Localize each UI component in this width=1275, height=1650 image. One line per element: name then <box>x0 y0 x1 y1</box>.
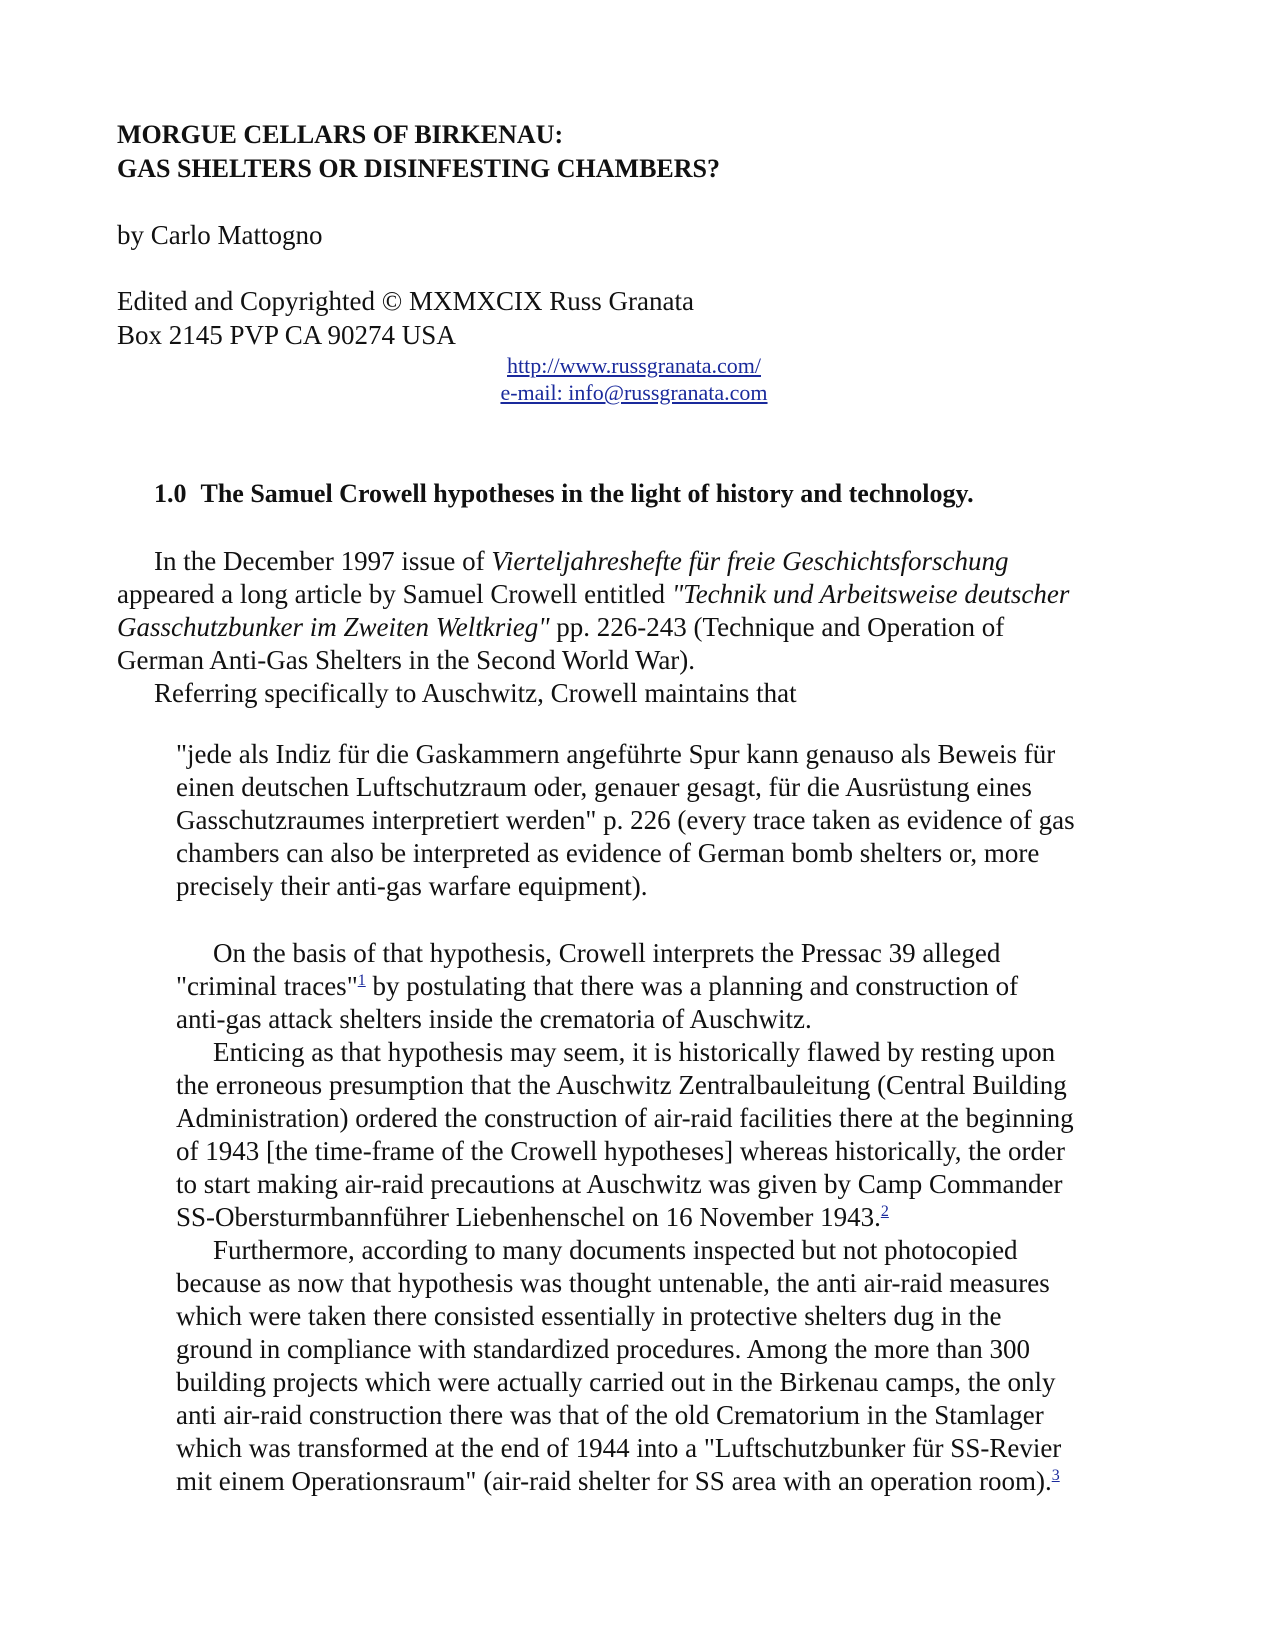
text-line: Furthermore, according to many documents inspected but not photocopied <box>213 1235 1018 1265</box>
quote-line: Gasschutzraumes interpretiert werden" p. 226 (every trace taken as evidence of gas <box>176 805 1075 835</box>
text-line: which were taken there consisted essentially in protective shelters dug in the <box>176 1301 1002 1331</box>
footnote-ref-3 <box>1052 1467 1060 1484</box>
text-line: because as now that hypothesis was thought untenable, the anti air-raid measures <box>176 1268 1050 1298</box>
text-run: "criminal traces" <box>176 971 358 1001</box>
text-line: anti-gas attack shelters inside the crematoria of Auschwitz. <box>176 1004 812 1034</box>
journal-title: Vierteljahreshefte für freie Geschichtsforschung <box>491 546 1009 576</box>
title-line-1: MORGUE CELLARS OF BIRKENAU: <box>117 120 564 149</box>
paragraph-intro <box>117 545 1069 710</box>
text-line <box>117 578 1069 611</box>
email-link[interactable]: e-mail: info@russgranata.com <box>500 380 768 405</box>
footnote-ref-2 <box>881 1203 889 1220</box>
text-line: which was transformed at the end of 1944 into a "Luftschutzbunker für SS-Revier <box>176 1433 1062 1463</box>
text-line: Administration) ordered the construction of air-raid facilities there at the beginning <box>176 1103 1074 1133</box>
author-byline: by Carlo Mattogno <box>117 220 323 250</box>
text-line <box>176 970 1074 1003</box>
text-line: Enticing as that hypothesis may seem, it is historically flawed by resting upon <box>213 1037 1056 1067</box>
footnote-link-1[interactable]: 1 <box>357 972 366 989</box>
text-line: anti air-raid construction there was that of the old Crematorium in the Stamlager <box>176 1400 1044 1430</box>
website-link[interactable]: http://www.russgranata.com/ <box>507 353 761 378</box>
footnote-link-2[interactable]: 2 <box>880 1203 889 1220</box>
footnote-link-3[interactable]: 3 <box>1051 1467 1060 1484</box>
text-line <box>176 1201 1074 1234</box>
text-line: ground in compliance with standardized procedures. Among the more than 300 <box>176 1334 1031 1364</box>
copyright-notice <box>117 284 694 352</box>
text-line: the erroneous presumption that the Auschwitz Zentralbauleitung (Central Building <box>176 1070 1067 1100</box>
text-run: appeared a long article by Samuel Crowell entitled <box>117 579 672 609</box>
section-heading-text: The Samuel Crowell hypotheses in the light of history and technology. <box>200 479 974 508</box>
footnote-ref-1 <box>358 972 366 989</box>
text-run: pp. 226-243 (Technique and Operation of <box>549 612 1005 642</box>
quote-line: einen deutschen Luftschutzraum oder, genauer gesagt, für die Ausrüstung eines <box>176 772 1032 802</box>
paragraph-analysis <box>176 937 1074 1498</box>
section-heading <box>154 477 974 511</box>
text-line: of 1943 [the time-frame of the Crowell hypotheses] whereas historically, the order <box>176 1136 1065 1166</box>
text-line: Referring specifically to Auschwitz, Crowell maintains that <box>154 678 797 708</box>
section-number: 1.0 <box>154 479 187 508</box>
text-line: On the basis of that hypothesis, Crowell interprets the Pressac 39 alleged <box>213 938 1001 968</box>
text-line <box>176 1465 1074 1498</box>
contact-links <box>380 352 888 406</box>
document-title <box>117 118 720 186</box>
text-line: to start making air-raid precautions at Auschwitz was given by Camp Commander <box>176 1169 1063 1199</box>
text-line <box>117 545 1069 578</box>
text-line: German Anti-Gas Shelters in the Second World War). <box>117 645 696 675</box>
text-run: mit einem Operationsraum" (air-raid shelter for SS area with an operation room). <box>176 1466 1052 1496</box>
text-run: SS-Obersturmbannführer Liebenhenschel on 16 November 1943. <box>176 1202 881 1232</box>
quote-line: chambers can also be interpreted as evidence of German bomb shelters or, more <box>176 838 1040 868</box>
title-line-2: GAS SHELTERS OR DISINFESTING CHAMBERS? <box>117 154 720 183</box>
text-run: In the December 1997 issue of <box>154 546 492 576</box>
article-title-part-2: Gasschutzbunker im Zweiten Weltkrieg" <box>117 612 550 642</box>
text-line <box>117 611 1069 644</box>
block-quote <box>176 738 1075 903</box>
text-line: building projects which were actually carried out in the Birkenau camps, the only <box>176 1367 1056 1397</box>
quote-line: "jede als Indiz für die Gaskammern angeführte Spur kann genauso als Beweis für <box>176 739 1056 769</box>
address-line: Box 2145 PVP CA 90274 USA <box>117 320 456 350</box>
article-title-part-1: "Technik und Arbeitsweise deutscher <box>671 579 1070 609</box>
text-run: by postulating that there was a planning and construction of <box>365 971 1019 1001</box>
copyright-line-1: Edited and Copyrighted © MXMXCIX Russ Granata <box>117 286 694 316</box>
quote-line: precisely their anti-gas warfare equipment). <box>176 871 648 901</box>
